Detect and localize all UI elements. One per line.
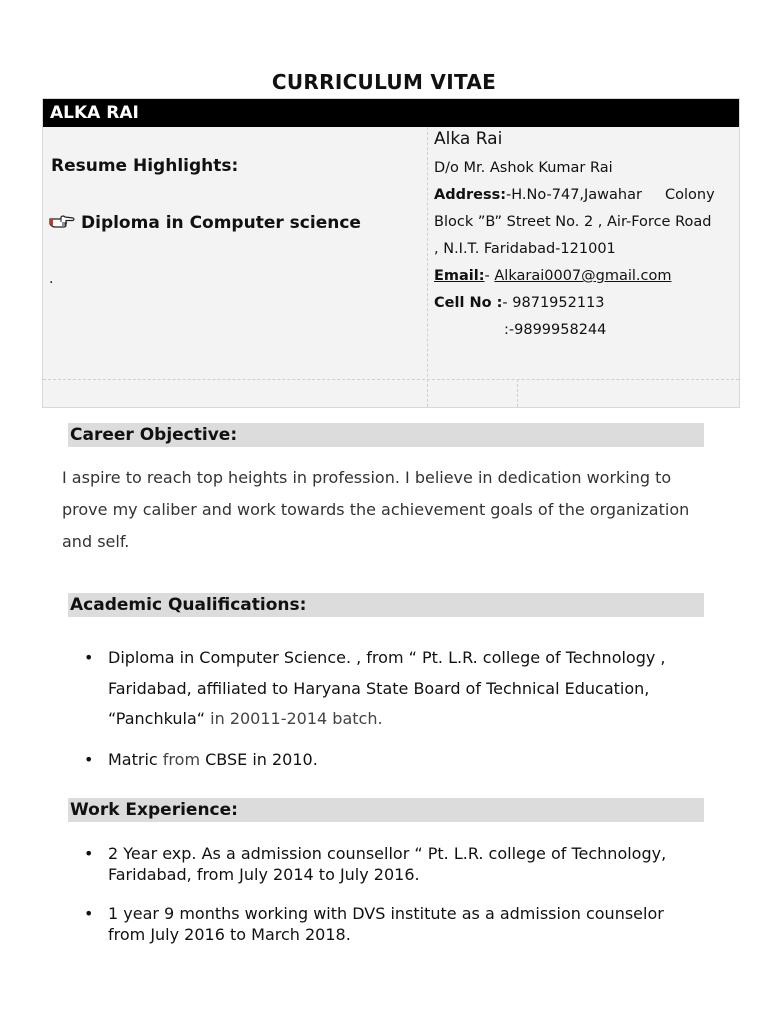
cell-label: Cell No :	[434, 295, 503, 311]
academic-item-1-batch: in 20011-2014 batch.	[205, 709, 383, 728]
academic-item-2-c: CBSE in 2010.	[205, 749, 318, 769]
address-line-2: Block ”B” Street No. 2 , Air-Force Road	[434, 214, 712, 230]
work-experience-heading: Work Experience:	[68, 798, 704, 822]
work-item	[68, 843, 688, 885]
bullet: •	[84, 904, 94, 923]
address-line-3: , N.I.T. Faridabad-121001	[434, 241, 616, 257]
contact-block	[434, 129, 738, 344]
academic-heading: Academic Qualifications:	[68, 593, 704, 617]
work-item	[68, 903, 688, 945]
career-objective-heading: Career Objective:	[68, 423, 704, 447]
career-objective-text: I aspire to reach top heights in profession. I believe in dedication working to prove my caliber and work towards the achievement goals of the organization and self.	[62, 468, 690, 551]
academic-list	[68, 643, 688, 785]
email-separator: -	[484, 268, 495, 284]
email-label: Email:	[434, 268, 485, 284]
header-box	[42, 98, 740, 408]
address-label: Address:	[434, 187, 507, 203]
row-divider	[43, 379, 739, 380]
bullet: •	[84, 749, 94, 769]
highlight-item-text: Diploma in Computer science	[81, 213, 361, 233]
stray-dot: .	[49, 271, 54, 287]
email-link[interactable]: Alkarai0007@gmail.com	[494, 268, 672, 284]
parent-line: D/o Mr. Ashok Kumar Rai	[434, 160, 613, 176]
academic-item-2-b: from	[157, 749, 206, 769]
email-line	[434, 263, 738, 290]
column-divider-bottom	[517, 379, 518, 407]
work-item-text: 1 year 9 months working with DVS institute as a admission counselor from July 2016 to March 2018.	[108, 904, 664, 944]
cell-line-2: :-9899958244	[504, 322, 607, 338]
address-line-1	[434, 182, 738, 209]
column-divider	[427, 127, 428, 407]
pointing-hand-icon	[49, 213, 75, 233]
academic-item	[68, 643, 688, 735]
document-title: CURRICULUM VITAE	[271, 70, 497, 94]
academic-item-1-main: Diploma in Computer Science. , from “ Pt. L.R. college of Technology , Faridabad, affiliated to Haryana State Board of Technical Education, “Panchkula“	[108, 648, 666, 728]
cell-line-1	[434, 290, 738, 317]
bullet: •	[84, 844, 94, 863]
highlight-item	[49, 213, 361, 233]
contact-name: Alka Rai	[434, 129, 503, 149]
work-list	[68, 843, 688, 963]
name-bar: ALKA RAI	[43, 99, 739, 127]
highlights-heading: Resume Highlights:	[51, 156, 239, 176]
address-text-1: -H.No-747,Jawahar Colony	[506, 187, 715, 203]
academic-item-2-a: Matric	[108, 749, 158, 769]
bullet: •	[84, 648, 94, 667]
work-item-text: 2 Year exp. As a admission counsellor “ Pt. L.R. college of Technology, Faridabad, from July 2014 to July 2016.	[108, 844, 667, 884]
cell-number-1: - 9871952113	[502, 295, 605, 311]
academic-item	[68, 745, 688, 776]
